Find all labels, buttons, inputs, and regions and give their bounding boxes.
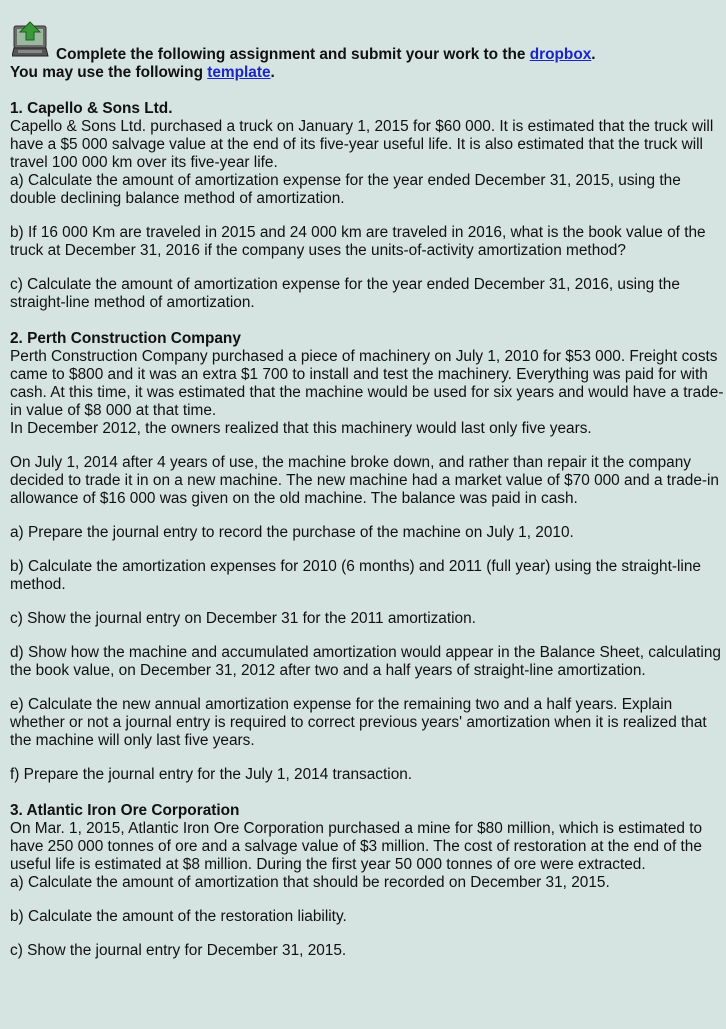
question: a) Prepare the journal entry to record the purchase of the machine on July 1, 2010. xyxy=(10,524,574,541)
question: f) Prepare the journal entry for the July 1, 2014 transaction. xyxy=(10,766,413,783)
template-text: You may use the following xyxy=(10,64,208,81)
section-paragraph: On July 1, 2014 after 4 years of use, the machine broke down, and rather than repair it the company decided to trade it in on a new machine. The new machine had a market value of $70 000 and a trade-in allowance of $16 000 was given on the old machine. The balance was paid in cash. xyxy=(10,454,719,507)
question: c) Calculate the amount of amortization expense for the year ended December 31, 2016, using the straight-line method of amortization. xyxy=(10,276,680,311)
assignment-instruction xyxy=(10,46,726,64)
section-capello xyxy=(10,100,726,312)
question: e) Calculate the new annual amortization expense for the remaining two and a half years. Explain whether or not a journal entry is required to correct previous years' amortization when it is realized that the machine will only last five years. xyxy=(10,696,707,749)
question: b) If 16 000 Km are traveled in 2015 and 24 000 km are traveled in 2016, what is the book value of the truck at December 31, 2016 if the company uses the units-of-activity amortization method? xyxy=(10,224,706,259)
section-intro: On Mar. 1, 2015, Atlantic Iron Ore Corporation purchased a mine for $80 million, which is estimated to have 250 000 tonnes of ore and a salvage value of $3 million. The cost of restoration at the end of the useful life is estimated at $8 million. During the first year 50 000 tonnes of ore were extracted. xyxy=(10,820,703,873)
instruction-period: . xyxy=(591,46,596,63)
section-intro: Capello & Sons Ltd. purchased a truck on January 1, 2015 for $60 000. It is estimated that the truck will have a $5 000 salvage value at the end of its five-year useful life. It is also estimated that the truck will travel 100 000 km over its five-year life. xyxy=(10,118,714,171)
template-period: . xyxy=(270,64,275,81)
template-link[interactable]: template xyxy=(207,64,271,81)
assignment-intro xyxy=(10,0,726,82)
question: b) Calculate the amount of the restoration liability. xyxy=(10,908,347,925)
section-heading: 3. Atlantic Iron Ore Corporation xyxy=(10,802,240,819)
section-perth xyxy=(10,330,726,784)
instruction-text: Complete the following assignment and submit your work to the xyxy=(56,46,530,63)
template-instruction xyxy=(10,64,726,82)
question: c) Show the journal entry for December 31, 2015. xyxy=(10,942,347,959)
submit-assignment-icon xyxy=(12,20,50,60)
question: a) Calculate the amount of amortization that should be recorded on December 31, 2015. xyxy=(10,874,610,891)
question: c) Show the journal entry on December 31 for the 2011 amortization. xyxy=(10,610,476,627)
section-paragraph: In December 2012, the owners realized that this machinery would last only five years. xyxy=(10,420,592,437)
question: a) Calculate the amount of amortization expense for the year ended December 31, 2015, using the double declining balance method of amortization. xyxy=(10,172,681,207)
question: b) Calculate the amortization expenses for 2010 (6 months) and 2011 (full year) using the straight-line method. xyxy=(10,558,701,593)
section-atlantic xyxy=(10,802,726,960)
section-heading: 2. Perth Construction Company xyxy=(10,330,241,347)
dropbox-link[interactable]: dropbox xyxy=(529,46,592,63)
section-heading: 1. Capello & Sons Ltd. xyxy=(10,100,173,117)
question: d) Show how the machine and accumulated amortization would appear in the Balance Sheet, calculating the book value, on December 31, 2012 after two and a half years of straight-line amortization. xyxy=(10,644,721,679)
section-intro: Perth Construction Company purchased a piece of machinery on July 1, 2010 for $53 000. Freight costs came to $800 and it was an extra $1 700 to install and test the machinery. Everything was paid for with cash. At this time, it was estimated that the machine would be used for six years and would have a trade-in value of $8 000 at that time. xyxy=(10,348,724,419)
